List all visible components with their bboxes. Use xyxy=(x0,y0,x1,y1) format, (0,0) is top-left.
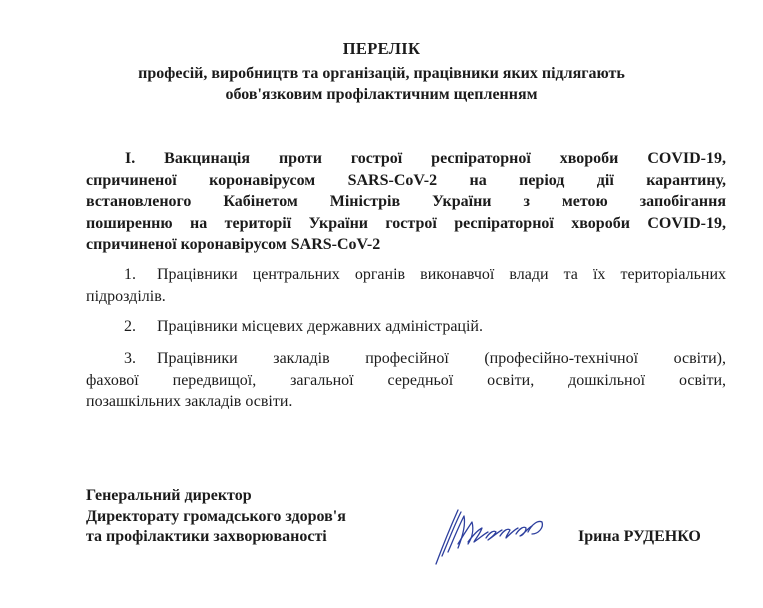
list-item xyxy=(86,348,726,413)
list-item-line: позашкільних закладів освіти. xyxy=(86,393,293,410)
subtitle-line: професій, виробництв та організацій, працівники яких підлягають xyxy=(138,65,625,82)
list-item-line xyxy=(86,348,726,370)
list-item-number: 3. xyxy=(124,350,136,367)
handwritten-signature xyxy=(428,498,548,568)
document-subtitle xyxy=(60,63,703,105)
position-line: Генеральний директор xyxy=(86,487,252,504)
list-item-number: 1. xyxy=(124,266,136,283)
list-item xyxy=(86,264,726,307)
position-line: та профілактики захворюваності xyxy=(86,528,327,545)
list-item-line: фахової передвищої, загальної середньої освіти, дошкільної освіти, xyxy=(86,371,726,389)
list-item-line xyxy=(86,264,726,286)
list-item-line xyxy=(86,316,726,338)
signature-strokes xyxy=(436,510,542,564)
section-heading-line: поширенню на території України гострої респіраторної хвороби COVID-19, xyxy=(86,214,726,232)
section-heading-line: спричиненої коронавірусом SARS-CoV-2 на період дії карантину, xyxy=(86,171,726,189)
list-item-text: Працівники центральних органів виконавчої влади та їх територіальних xyxy=(157,266,726,283)
signer-name: Ірина РУДЕНКО xyxy=(578,528,701,545)
list-item-text: Працівники місцевих державних адміністрацій. xyxy=(157,318,483,335)
list-item xyxy=(86,316,726,338)
list-item-line: підрозділів. xyxy=(86,287,166,305)
section-heading-line: встановленого Кабінетом Міністрів України з метою запобігання xyxy=(86,193,726,210)
section-heading-line: I. Вакцинація проти гострої респіраторної хвороби COVID-19, xyxy=(125,150,726,167)
list-item-number: 2. xyxy=(124,318,136,335)
subtitle-line: обов'язковим профілактичним щепленням xyxy=(225,86,538,103)
section-heading xyxy=(86,148,726,256)
list-item-text: Працівники закладів професійної (професійно-технічної освіти), xyxy=(157,350,726,367)
document-title: ПЕРЕЛІК xyxy=(342,39,421,58)
position-line: Директорату громадського здоров'я xyxy=(86,507,346,525)
section-heading-line: спричиненої коронавірусом SARS-CoV-2 xyxy=(86,236,381,253)
signatory-position xyxy=(86,486,346,548)
